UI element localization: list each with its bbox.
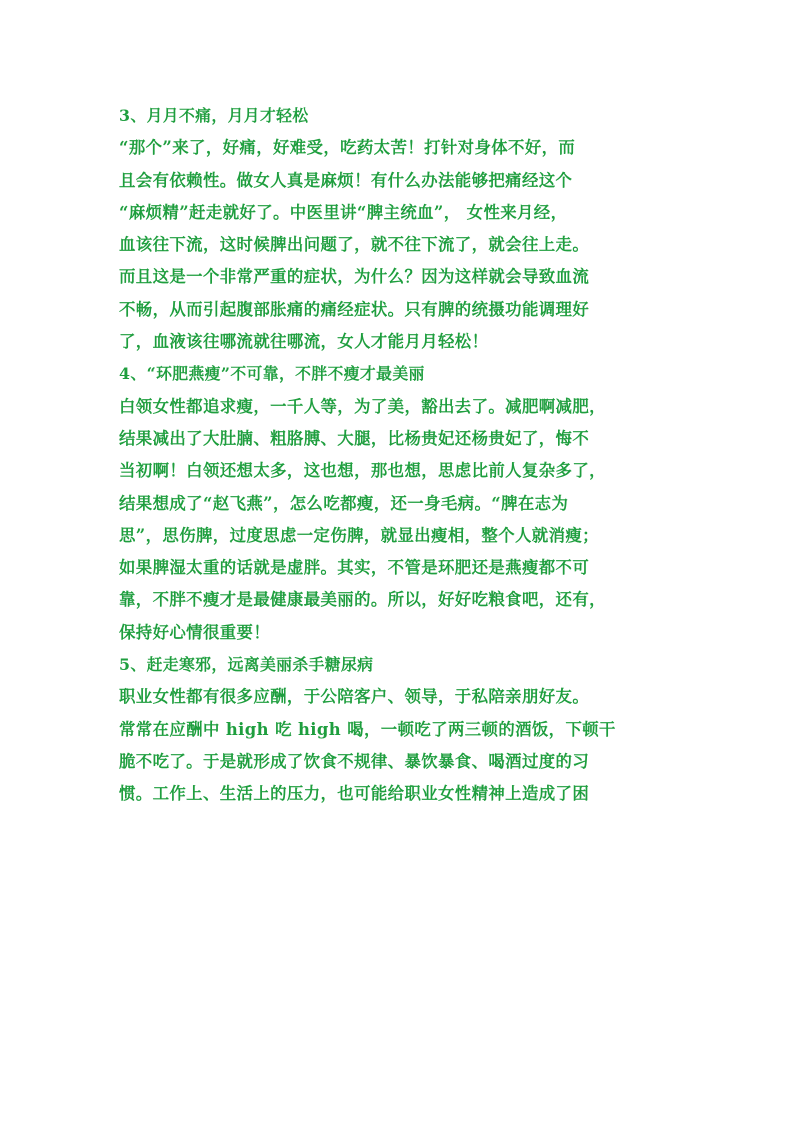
paragraph-line: 如果脾湿太重的话就是虚胖。其实，不管是环肥还是燕瘦都不可: [119, 558, 590, 578]
paragraph-line: 且会有依赖性。做女人真是麻烦！有什么办法能够把痛经这个: [119, 170, 573, 190]
section-heading-4: 4、“环肥燕瘦”不可靠，不胖不瘦才最美丽: [119, 364, 425, 384]
section-heading-5: 5、赶走寒邪，远离美丽杀手糖尿病: [119, 655, 374, 675]
paragraph-line: 不畅，从而引起腹部胀痛的痛经症状。只有脾的统摄功能调理好: [119, 299, 590, 319]
paragraph-line: 职业女性都有很多应酬，于公陪客户、领导，于私陪亲朋好友。: [119, 687, 590, 707]
paragraph-line: 结果想成了“赵飞燕”，怎么吃都瘦，还一身毛病。“脾在志为: [119, 493, 569, 513]
paragraph-line: “麻烦精”赶走就好了。中医里讲“脾主统血”， 女性来月经，: [119, 202, 568, 222]
paragraph-line: 而且这是一个非常严重的症状，为什么？因为这样就会导致血流: [119, 267, 590, 287]
paragraph-line: 白领女性都追求瘦，一千人等，为了美，豁出去了。减肥啊减肥，: [119, 396, 606, 416]
paragraph-line: 血该往下流，这时候脾出问题了，就不往下流了，就会往上走。: [119, 235, 590, 255]
paragraph-line: 惯。工作上、生活上的压力，也可能给职业女性精神上造成了困: [119, 784, 590, 804]
section-heading-3: 3、月月不痛，月月才轻松: [119, 106, 309, 125]
paragraph-line: 思”，思伤脾，过度思虑一定伤脾，就显出瘦相，整个人就消瘦；: [119, 525, 599, 545]
paragraph-line: 当初啊！白领还想太多，这也想，那也想，思虑比前人复杂多了，: [119, 461, 606, 481]
paragraph-line: 脆不吃了。于是就形成了饮食不规律、暴饮暴食、喝酒过度的习: [119, 751, 590, 771]
paragraph-line: “那个”来了，好痛，好难受，吃药太苦！打针对身体不好，而: [119, 138, 576, 158]
paragraph-line: 结果减出了大肚腩、粗胳膊、大腿，比杨贵妃还杨贵妃了，悔不: [119, 428, 590, 448]
paragraph-line: 了，血液该往哪流就往哪流，女人才能月月轻松！: [119, 332, 489, 352]
paragraph-line: 保持好心情很重要！: [119, 622, 271, 642]
document-body: [119, 100, 679, 811]
paragraph-line: 常常在应酬中 high 吃 high 喝，一顿吃了两三顿的酒饭，下顿干: [119, 719, 616, 739]
paragraph-line: 靠，不胖不瘦才是最健康最美丽的。所以，好好吃粮食吧，还有，: [119, 590, 606, 610]
